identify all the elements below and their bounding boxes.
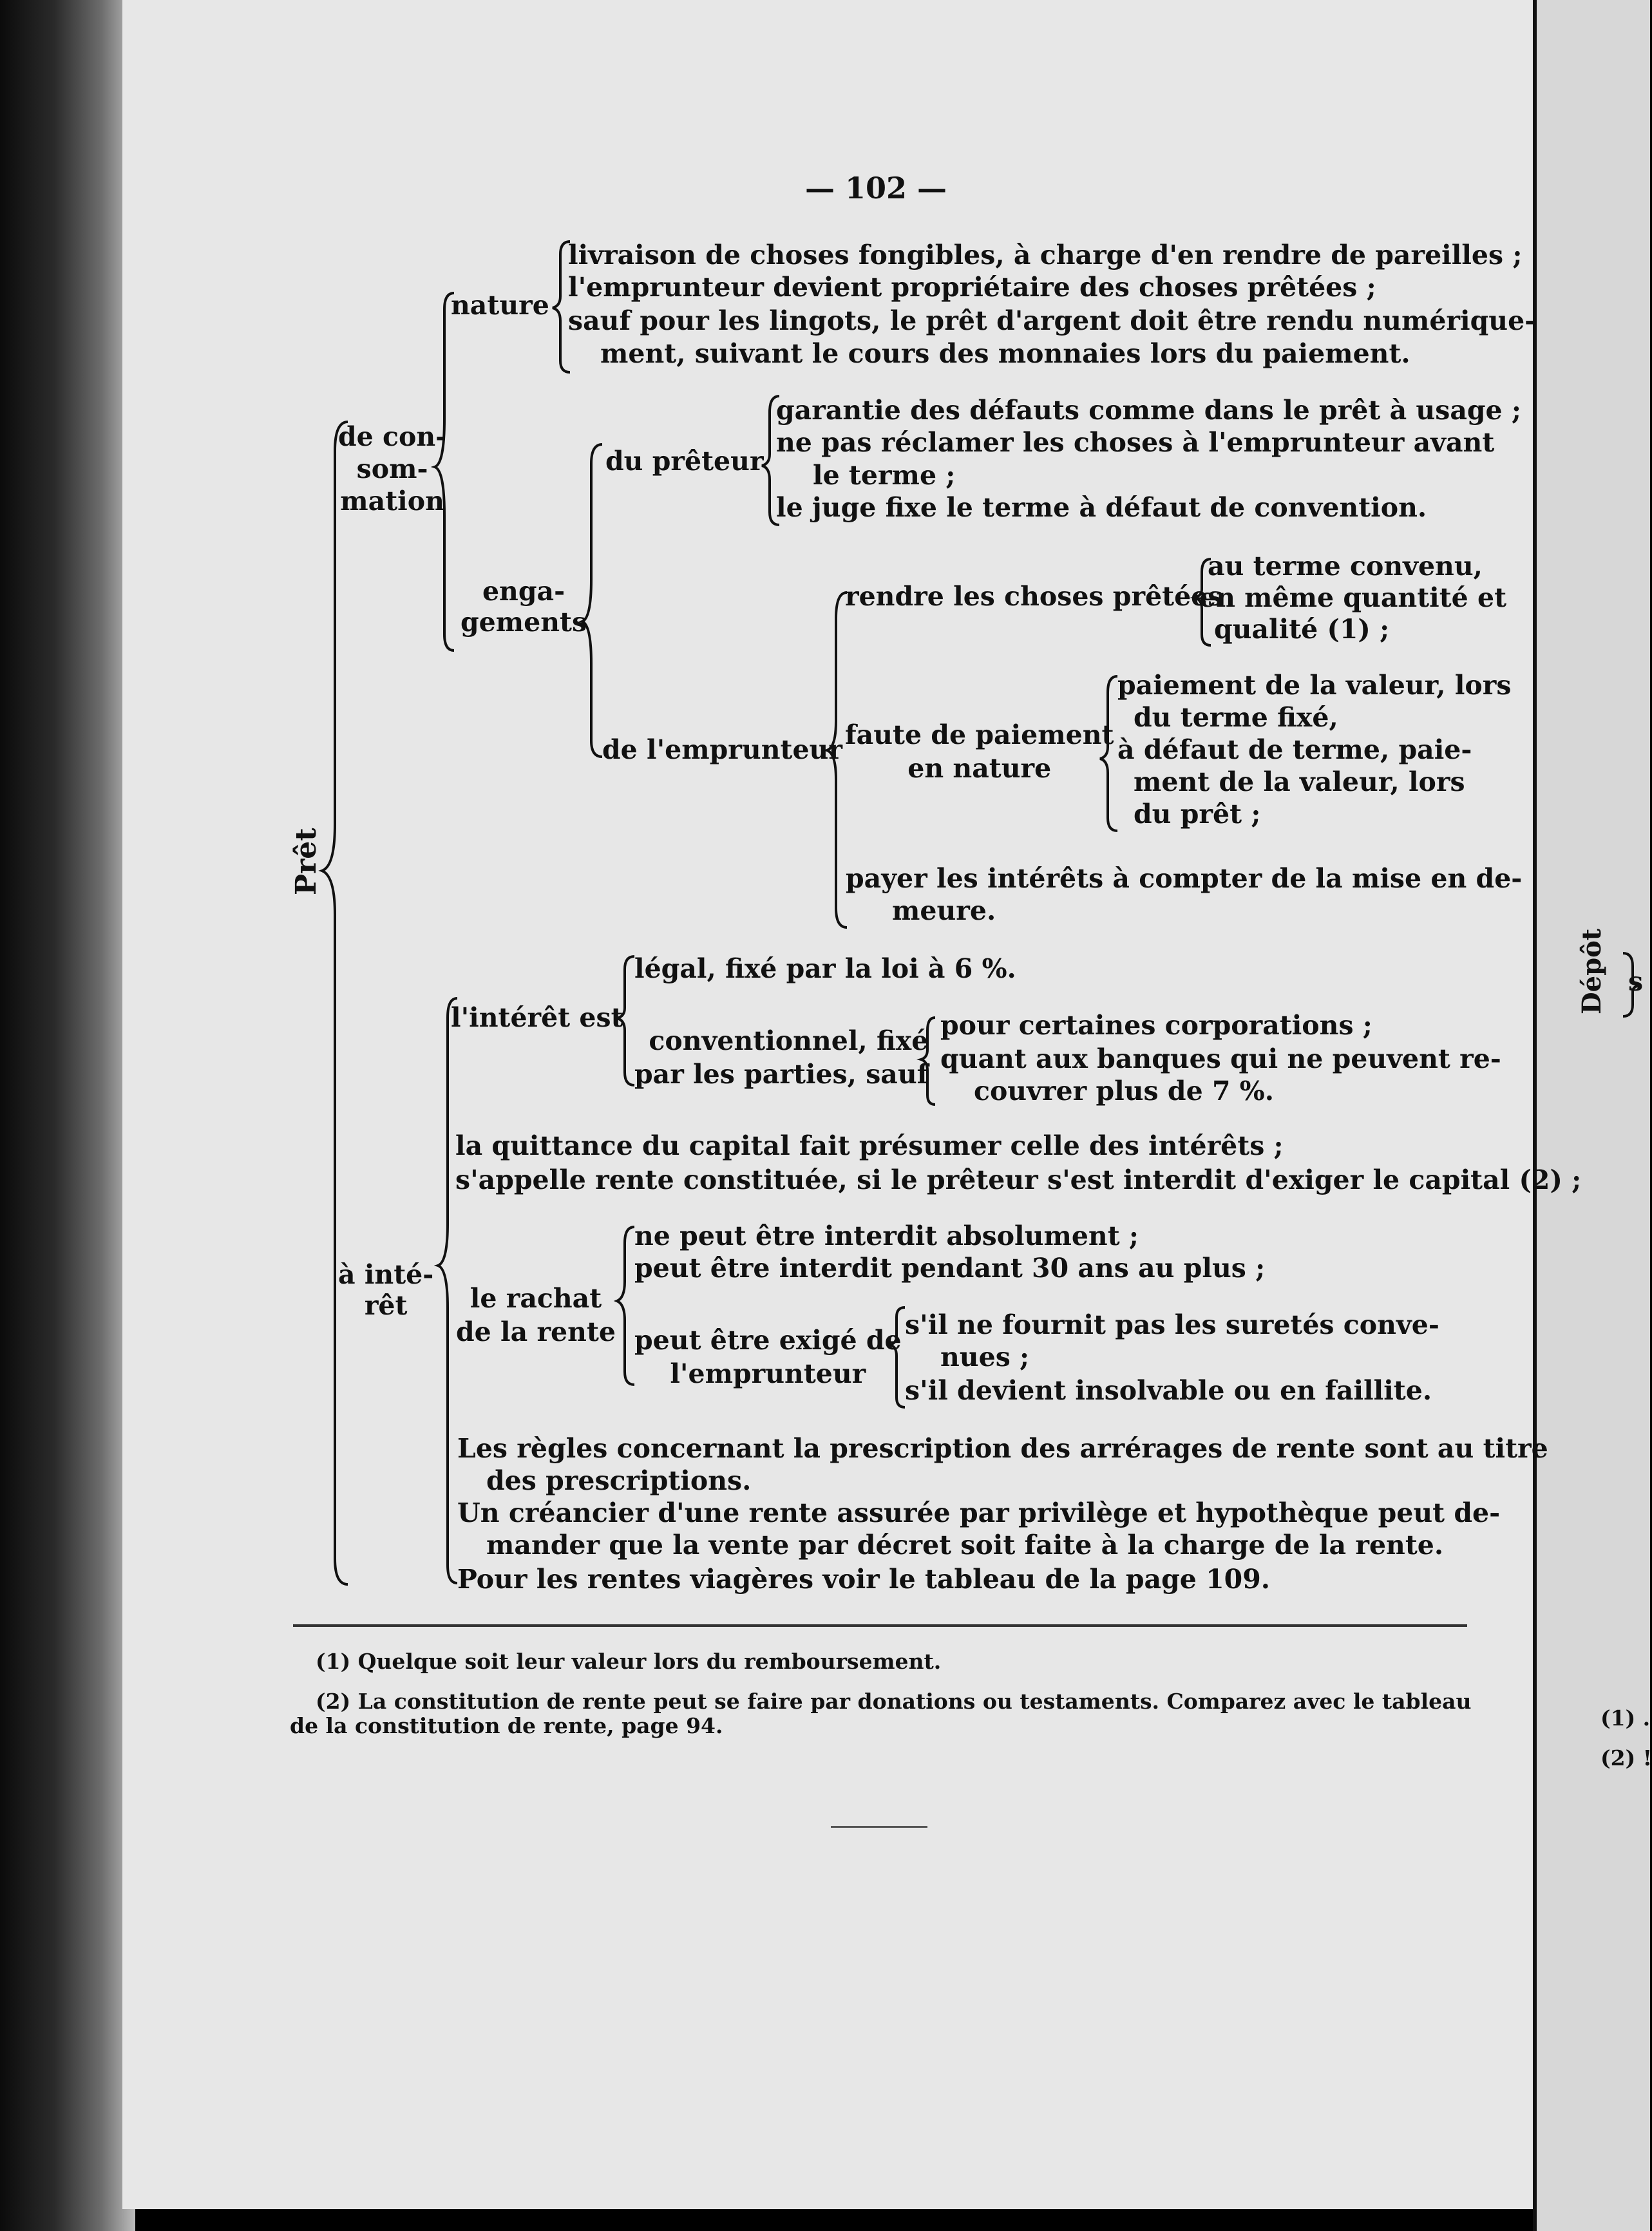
rendre-line-3: qualité (1) ; [1214, 614, 1390, 645]
right-page-footnote-2: (2) ! [1600, 1745, 1652, 1771]
exige-line-1: s'il ne fournit pas les suretés conve- [905, 1309, 1439, 1340]
brace-pret [322, 422, 348, 1584]
preteur-line-2: ne pas réclamer les choses à l'emprunteur avant [776, 427, 1495, 458]
end-line-5: Pour les rentes viagères voir le tableau de la page 109. [457, 1564, 1271, 1595]
right-page-s: s [1628, 966, 1644, 997]
label-a-interet: à inté- rêt [338, 1259, 434, 1321]
sauf-line-2: quant aux banques qui ne peuvent re- [940, 1043, 1501, 1074]
interet-mid-line-1: la quittance du capital fait présumer celle des intérêts ; [455, 1130, 1284, 1161]
footnote-2: (2) La constitution de rente peut se faire par donations ou testaments. Comparez avec le tableau [316, 1689, 1472, 1714]
end-line-4: mander que la vente par décret soit faite à la charge de la rente. [486, 1530, 1444, 1561]
interets-line-1: payer les intérêts à compter de la mise en de- [846, 863, 1523, 894]
footnote-1: (1) Quelque soit leur valeur lors du remboursement. [316, 1649, 942, 1674]
nature-line-4: ment, suivant le cours des monnaies lors du paiement. [600, 338, 1410, 369]
faute-line-2: du terme fixé, [1134, 702, 1338, 733]
page-number: — 102 — [805, 171, 947, 205]
end-line-1: Les règles concernant la prescription des arrérages de rente sont au titre [457, 1433, 1548, 1464]
rachat-line-2: peut être interdit pendant 30 ans au plus ; [634, 1253, 1266, 1284]
label-de-emprunteur: de l'emprunteur [602, 734, 842, 765]
nature-line-2: l'emprunteur devient propriétaire des choses prêtées ; [568, 272, 1376, 303]
nature-line-3: sauf pour les lingots, le prêt d'argent doit être rendu numérique- [568, 305, 1536, 336]
label-nature: nature [451, 290, 549, 321]
end-line-3: Un créancier d'une rente assurée par privilège et hypothèque peut de- [457, 1497, 1501, 1528]
right-page-label-depot: Dépôt [1577, 928, 1607, 1014]
exige-line-3: s'il devient insolvable ou en faillite. [905, 1375, 1432, 1406]
brace-rachat [617, 1227, 634, 1385]
label-interet-est: l'intérêt est [451, 1002, 623, 1033]
end-rule [831, 1826, 927, 1828]
right-page-footnote-1: (1) . [1600, 1705, 1651, 1731]
faute-line-4: ment de la valeur, lors [1134, 766, 1465, 797]
label-faute-paiement: faute de paiement en nature [845, 719, 1114, 784]
interets-line-2: meure. [892, 895, 996, 926]
rendre-line-2: en même quantité et [1199, 582, 1507, 613]
exige-line-2: nues ; [940, 1342, 1030, 1372]
rachat-line-1: ne peut être interdit absolument ; [634, 1220, 1139, 1251]
sauf-line-3: couvrer plus de 7 %. [974, 1076, 1274, 1106]
preteur-line-1: garantie des défauts comme dans le prêt à usage ; [776, 395, 1522, 426]
footnote-rule [293, 1624, 1467, 1627]
nature-line-1: livraison de choses fongibles, à charge d'en rendre de pareilles ; [568, 240, 1523, 271]
brace-interet [438, 998, 457, 1583]
label-de-consommation: de con- som- mation [338, 421, 447, 517]
main-label-pret: Prêt [290, 828, 323, 895]
label-exige: peut être exigé de l'emprunteur [634, 1325, 902, 1389]
interet-conventionnel: conventionnel, fixé par les parties, sauf [634, 1025, 929, 1090]
faute-line-3: à défaut de terme, paie- [1117, 734, 1472, 765]
end-line-2: des prescriptions. [486, 1465, 752, 1496]
rendre-line-1: au terme convenu, [1208, 551, 1483, 582]
brace-nature [553, 242, 570, 372]
label-engagements: enga- gements [460, 576, 587, 638]
sauf-line-1: pour certaines corporations ; [940, 1010, 1372, 1041]
footnote-2-cont: de la constitution de rente, page 94. [290, 1713, 723, 1738]
interet-legal: légal, fixé par la loi à 6 %. [634, 953, 1016, 984]
preteur-line-4: le juge fixe le terme à défaut de convention. [776, 492, 1427, 523]
faute-line-1: paiement de la valeur, lors [1117, 670, 1512, 701]
preteur-line-3: le terme ; [813, 460, 956, 491]
interet-mid-line-2: s'appelle rente constituée, si le prêteur s'est interdit d'exiger le capital (2) ; [455, 1164, 1582, 1195]
label-rendre: rendre les choses prêtées [845, 581, 1223, 612]
label-rachat: le rachat de la rente [456, 1283, 616, 1347]
faute-line-5: du prêt ; [1134, 799, 1261, 830]
label-du-preteur: du prêteur [605, 446, 764, 477]
